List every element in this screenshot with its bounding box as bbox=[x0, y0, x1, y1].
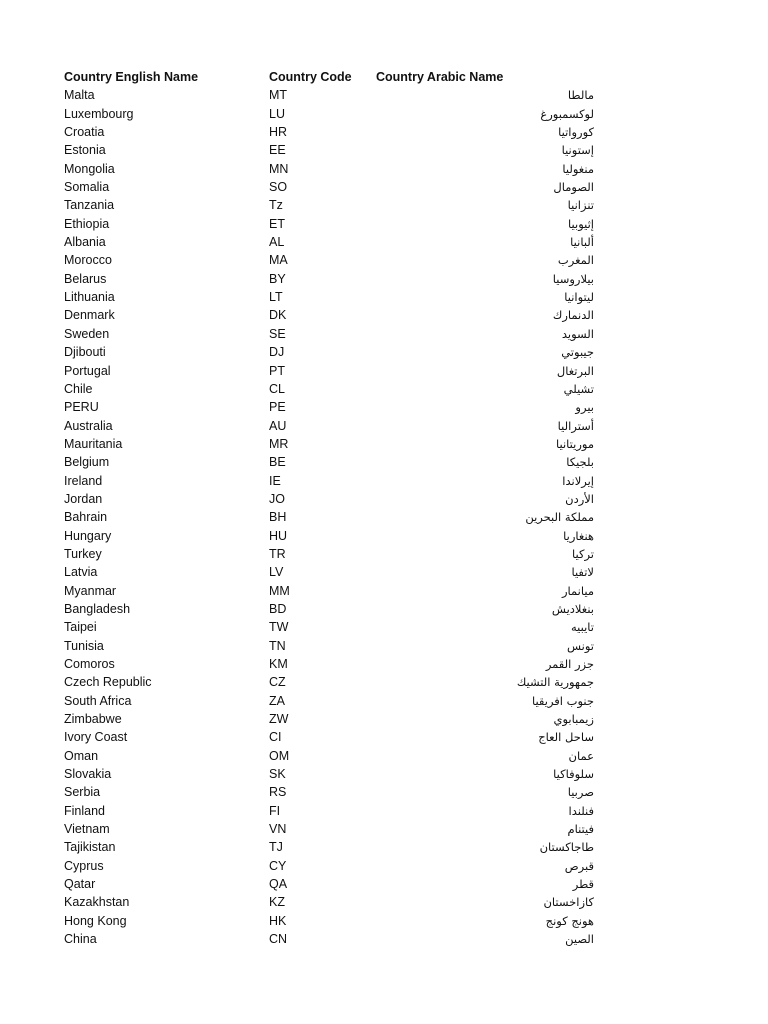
table-row bbox=[64, 637, 604, 655]
country-english-name: Tunisia bbox=[64, 638, 104, 653]
country-arabic-name: ليتوانيا bbox=[564, 290, 594, 305]
country-code: BE bbox=[269, 455, 286, 470]
country-english-name: Belarus bbox=[64, 271, 107, 286]
country-arabic-name: صربيا bbox=[567, 785, 594, 800]
country-english-name: Oman bbox=[64, 748, 99, 763]
country-arabic-name: البرتغال bbox=[556, 363, 594, 378]
table-row bbox=[64, 362, 604, 380]
country-english-name: Hungary bbox=[64, 528, 112, 543]
country-arabic-name: تركيا bbox=[572, 546, 594, 561]
table-row bbox=[64, 838, 604, 856]
country-arabic-name: بلجيكا bbox=[566, 455, 594, 470]
country-arabic-name: تشيلي bbox=[563, 381, 594, 396]
country-arabic-name: لاتفيا bbox=[571, 565, 594, 580]
country-arabic-name: الصين bbox=[565, 932, 594, 947]
country-arabic-name: قطر bbox=[572, 877, 594, 892]
country-code: SO bbox=[269, 180, 288, 195]
table-row bbox=[64, 215, 604, 233]
country-code: CZ bbox=[269, 675, 286, 690]
country-code: MR bbox=[269, 436, 289, 451]
country-english-name: Taipei bbox=[64, 620, 97, 635]
country-arabic-name: لوكسمبورغ bbox=[540, 106, 594, 121]
country-english-name: Jordan bbox=[64, 491, 103, 506]
table-row bbox=[64, 563, 604, 581]
country-arabic-name: فيتنام bbox=[567, 822, 594, 837]
country-arabic-name: هونج كونج bbox=[545, 913, 594, 928]
country-code: FI bbox=[269, 803, 281, 818]
country-code: TN bbox=[269, 638, 286, 653]
country-arabic-name: إثيوبيا bbox=[568, 216, 594, 231]
country-arabic-name: جيبوتي bbox=[561, 345, 594, 360]
country-arabic-name: ألبانيا bbox=[570, 235, 594, 250]
country-arabic-name: منغوليا bbox=[562, 161, 594, 176]
table-row bbox=[64, 435, 604, 453]
table-row bbox=[64, 600, 604, 618]
table-body bbox=[64, 86, 604, 948]
country-code: CN bbox=[269, 932, 288, 947]
table-row bbox=[64, 288, 604, 306]
country-english-name: Slovakia bbox=[64, 767, 112, 782]
country-english-name: Australia bbox=[64, 418, 113, 433]
country-code: SE bbox=[269, 326, 286, 341]
header-arabic-name: Country Arabic Name bbox=[376, 70, 504, 84]
country-table bbox=[64, 68, 604, 949]
country-code: Tz bbox=[269, 198, 283, 213]
country-code: MT bbox=[269, 88, 288, 103]
country-arabic-name: أستراليا bbox=[557, 418, 594, 433]
country-english-name: Djibouti bbox=[64, 345, 106, 360]
country-english-name: Zimbabwe bbox=[64, 712, 122, 727]
table-row bbox=[64, 618, 604, 636]
country-english-name: Albania bbox=[64, 235, 106, 250]
country-english-name: Estonia bbox=[64, 143, 106, 158]
country-english-name: Bahrain bbox=[64, 510, 108, 525]
header-country-code: Country Code bbox=[269, 70, 352, 84]
country-code: ET bbox=[269, 216, 285, 231]
country-arabic-name: تايبيه bbox=[570, 620, 594, 635]
country-code: LU bbox=[269, 106, 285, 121]
country-code: AL bbox=[269, 235, 285, 250]
country-arabic-name: جمهورية التشيك bbox=[516, 675, 594, 690]
table-row bbox=[64, 178, 604, 196]
country-english-name: Ethiopia bbox=[64, 216, 110, 231]
country-code: MN bbox=[269, 161, 289, 176]
table-row bbox=[64, 673, 604, 691]
country-arabic-name: عمان bbox=[568, 748, 594, 763]
table-row bbox=[64, 306, 604, 324]
country-arabic-name: جنوب افريقيا bbox=[531, 693, 594, 708]
table-row bbox=[64, 875, 604, 893]
table-row bbox=[64, 380, 604, 398]
table-row bbox=[64, 802, 604, 820]
table-row bbox=[64, 655, 604, 673]
country-code: PE bbox=[269, 400, 286, 415]
country-arabic-name: إستونيا bbox=[561, 143, 594, 158]
country-code: MA bbox=[269, 253, 288, 268]
country-code: BY bbox=[269, 271, 286, 286]
country-arabic-name: تنزانيا bbox=[567, 198, 594, 213]
country-arabic-name: بيلاروسيا bbox=[552, 271, 594, 286]
country-english-name: Hong Kong bbox=[64, 913, 127, 928]
table-row bbox=[64, 123, 604, 141]
table-row bbox=[64, 160, 604, 178]
country-arabic-name: جزر القمر bbox=[545, 657, 594, 671]
country-english-name: Denmark bbox=[64, 308, 115, 323]
table-row bbox=[64, 765, 604, 783]
country-english-name: Lithuania bbox=[64, 290, 115, 305]
country-arabic-name: مالطا bbox=[567, 88, 594, 103]
country-arabic-name: إيرلاندا bbox=[562, 473, 594, 488]
country-code: MM bbox=[269, 583, 290, 598]
country-code: DK bbox=[269, 308, 287, 323]
table-row bbox=[64, 472, 604, 490]
table-row bbox=[64, 912, 604, 930]
country-code: TR bbox=[269, 546, 286, 561]
table-row bbox=[64, 930, 604, 948]
country-english-name: Chile bbox=[64, 381, 93, 396]
country-code: EE bbox=[269, 143, 286, 158]
country-english-name: Ivory Coast bbox=[64, 730, 128, 745]
country-code: LT bbox=[269, 290, 283, 305]
country-arabic-name: ساحل العاج bbox=[538, 730, 594, 745]
country-code: KZ bbox=[269, 895, 285, 910]
table-row bbox=[64, 251, 604, 269]
country-code: ZW bbox=[269, 712, 289, 727]
country-english-name: Mauritania bbox=[64, 436, 123, 451]
country-english-name: Serbia bbox=[64, 785, 101, 800]
table-row bbox=[64, 527, 604, 545]
table-row bbox=[64, 692, 604, 710]
country-english-name: China bbox=[64, 932, 97, 947]
table-row bbox=[64, 398, 604, 416]
country-english-name: South Africa bbox=[64, 693, 132, 708]
country-arabic-name: المغرب bbox=[557, 253, 594, 268]
country-code: HR bbox=[269, 125, 288, 140]
country-english-name: Luxembourg bbox=[64, 106, 134, 121]
table-row bbox=[64, 582, 604, 600]
table-row bbox=[64, 105, 604, 123]
table-row bbox=[64, 141, 604, 159]
country-arabic-name: السويد bbox=[561, 326, 594, 341]
table-row bbox=[64, 857, 604, 875]
country-english-name: Finland bbox=[64, 803, 105, 818]
country-code: AU bbox=[269, 418, 287, 433]
table-row bbox=[64, 820, 604, 838]
country-code: CL bbox=[269, 381, 285, 396]
country-english-name: Portugal bbox=[64, 363, 111, 378]
country-code: KM bbox=[269, 657, 288, 671]
country-code: ZA bbox=[269, 693, 285, 708]
country-code: QA bbox=[269, 877, 288, 892]
country-arabic-name: كازاخستان bbox=[543, 895, 594, 910]
country-english-name: Somalia bbox=[64, 180, 110, 195]
country-english-name: Ireland bbox=[64, 473, 103, 488]
country-code: SK bbox=[269, 767, 286, 782]
table-row bbox=[64, 233, 604, 251]
country-english-name: Tanzania bbox=[64, 198, 115, 213]
country-code: CI bbox=[269, 730, 282, 745]
country-english-name: Comoros bbox=[64, 657, 115, 671]
country-english-name: Qatar bbox=[64, 877, 96, 892]
country-english-name: Turkey bbox=[64, 546, 102, 561]
table-row bbox=[64, 325, 604, 343]
table-row bbox=[64, 545, 604, 563]
country-english-name: Morocco bbox=[64, 253, 112, 268]
table-row bbox=[64, 490, 604, 508]
country-code: RS bbox=[269, 785, 287, 800]
country-code: JO bbox=[269, 491, 285, 506]
country-english-name: PERU bbox=[64, 400, 99, 415]
country-arabic-name: فنلندا bbox=[568, 803, 594, 818]
country-arabic-name: بيرو bbox=[575, 400, 594, 415]
country-code: PT bbox=[269, 363, 285, 378]
country-english-name: Sweden bbox=[64, 326, 110, 341]
table-row bbox=[64, 86, 604, 104]
table-row bbox=[64, 508, 604, 526]
country-code: HU bbox=[269, 528, 288, 543]
country-code: HK bbox=[269, 913, 287, 928]
country-arabic-name: كورواتيا bbox=[558, 125, 594, 140]
country-code: CY bbox=[269, 858, 287, 873]
country-english-name: Czech Republic bbox=[64, 675, 152, 690]
country-arabic-name: زيمبابوي bbox=[553, 712, 594, 727]
country-english-name: Kazakhstan bbox=[64, 895, 130, 910]
table-row bbox=[64, 747, 604, 765]
table-row bbox=[64, 893, 604, 911]
country-arabic-name: طاجاكستان bbox=[539, 840, 594, 855]
country-english-name: Croatia bbox=[64, 125, 105, 140]
table-row bbox=[64, 710, 604, 728]
table-row bbox=[64, 728, 604, 746]
country-english-name: Tajikistan bbox=[64, 840, 116, 855]
table-row bbox=[64, 343, 604, 361]
country-arabic-name: قبرص bbox=[564, 858, 594, 873]
country-code: LV bbox=[269, 565, 284, 580]
country-english-name: Cyprus bbox=[64, 858, 104, 873]
table-header-row bbox=[64, 68, 604, 86]
country-code: TJ bbox=[269, 840, 283, 855]
country-arabic-name: الدنمارك bbox=[552, 308, 594, 323]
country-code: BD bbox=[269, 601, 287, 616]
country-arabic-name: سلوفاكيا bbox=[553, 767, 594, 782]
country-arabic-name: الأردن bbox=[565, 491, 594, 506]
country-english-name: Myanmar bbox=[64, 583, 117, 598]
country-arabic-name: ميانمار bbox=[561, 583, 594, 598]
country-code: OM bbox=[269, 748, 290, 763]
table-row bbox=[64, 783, 604, 801]
country-code: VN bbox=[269, 822, 287, 837]
country-arabic-name: الصومال bbox=[553, 180, 594, 195]
country-arabic-name: هنغاريا bbox=[563, 528, 594, 543]
country-code: BH bbox=[269, 510, 287, 525]
table-row bbox=[64, 196, 604, 214]
header-english-name: Country English Name bbox=[64, 70, 199, 84]
country-arabic-name: موريتانيا bbox=[555, 436, 594, 451]
country-english-name: Belgium bbox=[64, 455, 110, 470]
country-english-name: Mongolia bbox=[64, 161, 115, 176]
table-row bbox=[64, 270, 604, 288]
country-arabic-name: تونس bbox=[566, 638, 594, 653]
country-english-name: Vietnam bbox=[64, 822, 110, 837]
country-english-name: Bangladesh bbox=[64, 601, 131, 616]
table-row bbox=[64, 417, 604, 435]
table-row bbox=[64, 453, 604, 471]
country-english-name: Malta bbox=[64, 88, 95, 103]
country-english-name: Latvia bbox=[64, 565, 98, 580]
country-arabic-name: بنغلاديش bbox=[551, 601, 594, 616]
country-code: DJ bbox=[269, 345, 285, 360]
country-code: IE bbox=[269, 473, 281, 488]
country-arabic-name: مملكة البحرين bbox=[525, 510, 594, 525]
country-code: TW bbox=[269, 620, 289, 635]
